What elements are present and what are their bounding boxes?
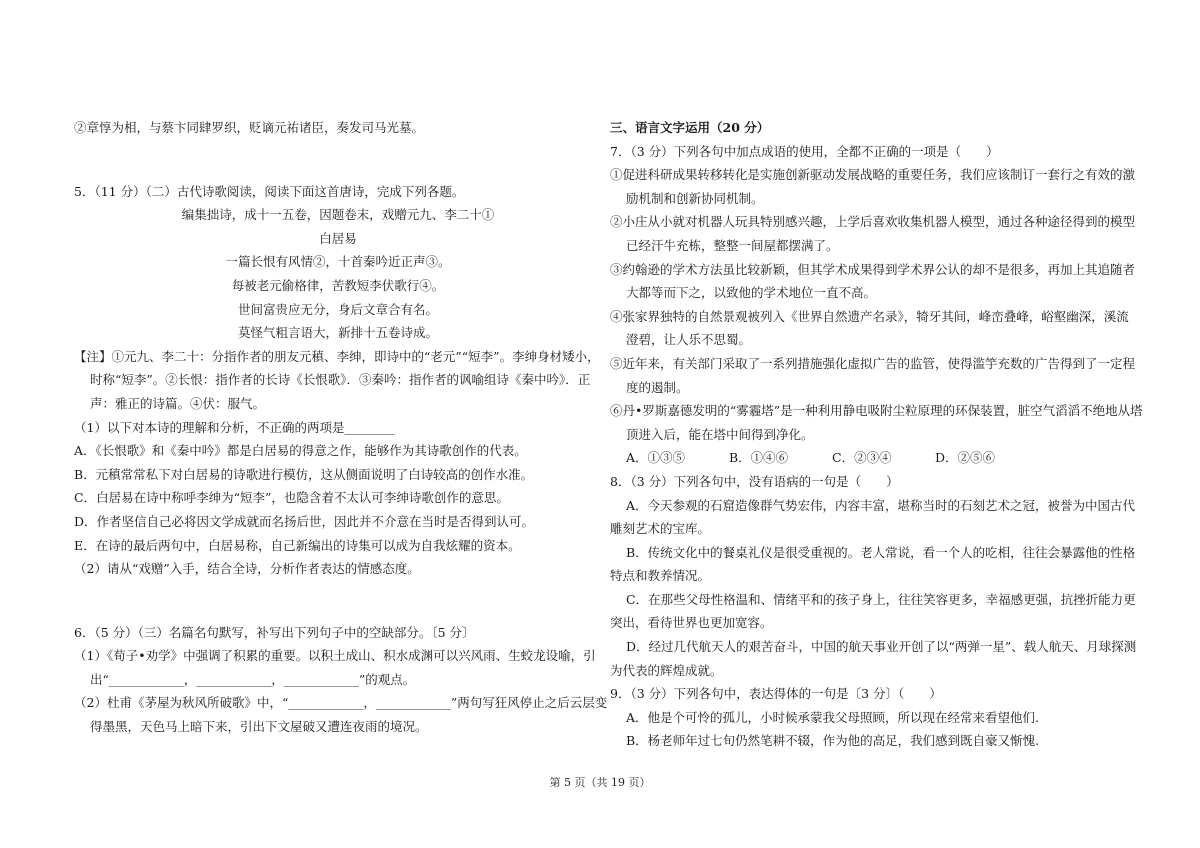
q8-line: 特点和教养情况。 bbox=[610, 568, 711, 584]
q6-header: 6．（5 分）（三）名篇名句默写，补写出下列句子中的空缺部分。〔5 分〕 bbox=[74, 624, 475, 640]
q5-header: 5．（11 分）（二）古代诗歌阅读，阅读下面这首唐诗，完成下列各题。 bbox=[74, 183, 465, 199]
q7-header: 7．（3 分）下列各句中加点成语的使用，全都不正确的一项是（ ） bbox=[610, 143, 999, 159]
q8-line: B．传统文化中的餐桌礼仪是很受重视的。老人常说，看一个人的吃相，往往会暴露他的性格 bbox=[626, 544, 1136, 560]
q7-line: 已经汗牛充栋，整整一间屋都摆满了。 bbox=[626, 237, 839, 253]
q7-line: ⑥丹•罗斯嘉德发明的“雾霾塔”是一种利用静电吸附尘粒原理的环保装置，脏空气滔滔不绝地从塔 bbox=[610, 403, 1143, 419]
q8-header: 8．（3 分）下列各句中，没有语病的一句是（ ） bbox=[610, 473, 899, 489]
q8-line: 突出，看待世界也更加宽容。 bbox=[610, 615, 773, 631]
q7-line: ④张家界独特的自然景观被列入《世界自然遗产名录》，犄牙其间，峰峦叠峰，峪壑幽深，溪流 bbox=[610, 308, 1129, 324]
q7-option-b: B．①④⑥ bbox=[729, 450, 789, 466]
q5-option-e: E．在诗的最后两句中，白居易称，自己新编出的诗集可以成为自我炫耀的资本。 bbox=[74, 537, 521, 553]
context-line: ②章惇为相，与蔡卞同肆罗织，贬谪元祐诸臣，奏发司马光墓。 bbox=[74, 120, 425, 135]
q7-options bbox=[610, 446, 1172, 470]
q8-line: 雕刻艺术的宝库。 bbox=[610, 521, 711, 537]
q6-line: 得墨黑，天色马上暗下来，引出下文屋破又遭连夜雨的境况。 bbox=[90, 719, 428, 735]
poem-author: 白居易 bbox=[319, 230, 357, 246]
q7-line: 励机制和创新协同机制。 bbox=[626, 190, 764, 206]
q5-option-b: B．元稹常常私下对白居易的诗歌进行模仿，这从侧面说明了白诗较高的创作水准。 bbox=[74, 466, 534, 482]
q7-line: ②小庄从小就对机器人玩具特别感兴趣，上学后喜欢收集机器人模型，通过各种途径得到的模型 bbox=[610, 214, 1136, 230]
left-column bbox=[74, 116, 608, 739]
q8-line: C．在那些父母性格温和、情绪平和的孩子身上，往往笑容更多，幸福感更强，抗挫折能力更 bbox=[626, 591, 1136, 607]
q8-line: 为代表的辉煌成就。 bbox=[610, 662, 723, 678]
section-title: 三、语言文字运用（20 分） bbox=[610, 120, 770, 135]
poem-line: 世间富贵应无分，身后文章合有名。 bbox=[237, 301, 438, 317]
q6-line: （2）杜甫《茅屋为秋风所破歌》中，“____________，____________”两句写狂风停止之后云层变 bbox=[74, 695, 608, 711]
q7-line: 度的遏制。 bbox=[626, 379, 689, 395]
q5-option-a: A．《长恨歌》和《秦中吟》都是白居易的得意之作，能够作为其诗歌创作的代表。 bbox=[74, 443, 527, 459]
q7-line: 大都等而下之，以致他的学术地位一直不高。 bbox=[626, 285, 877, 301]
q9-option-a: A．他是个可怜的孤儿，小时候承蒙我父母照顾，所以现在经常来看望他们. bbox=[626, 709, 1040, 725]
poem-note: 声：雅正的诗篇。④伏：服气。 bbox=[90, 395, 266, 411]
q7-line: ③约翰逊的学术方法虽比较新颖，但其学术成果得到学术界公认的却不是很多，再加上其追随者 bbox=[610, 261, 1136, 277]
poem-note: 【注】①元九、李二十：分指作者的朋友元稹、李绅，即诗中的“老元”“短李”。李绅身材矮小， bbox=[74, 348, 600, 364]
poem-title: 编集拙诗，成十一五卷，因题卷末，戏赠元九、李二十① bbox=[181, 207, 495, 223]
q7-line: ⑤近年来，有关部门采取了一系列措施强化虚拟广告的监管，使得滥竽充数的广告得到了一定程 bbox=[610, 355, 1136, 371]
q5-option-c: C．白居易在诗中称呼李绅为“短李”，也隐含着不太认可李绅诗歌创作的意思。 bbox=[74, 490, 509, 506]
poem-note: 时称“短李”。②长恨：指作者的长诗《长恨歌》．③秦吟：指作者的讽喻组诗《秦中吟》．正 bbox=[90, 372, 591, 388]
q8-line: A．今天参观的石窟造像群气势宏伟，内容丰富，堪称当时的石刻艺术之冠，被誉为中国古代 bbox=[626, 497, 1136, 513]
q5-sub1: （1）以下对本诗的理解和分析，不正确的两项是________ bbox=[74, 419, 395, 435]
q6-line: （1）《荀子•劝学》中强调了积累的重要。以积土成山、积水成渊可以兴风雨、生蛟龙设喻，引 bbox=[74, 648, 596, 664]
q9-header: 9．（3 分）下列各句中，表达得体的一句是〔3 分〕（ ） bbox=[610, 686, 942, 702]
q7-option-a: A．①③⑤ bbox=[626, 450, 686, 466]
q6-line: 出“____________，____________，____________”的观点。 bbox=[90, 671, 416, 687]
page-footer: 第 5 页（共 19 页） bbox=[549, 776, 651, 789]
q7-line: 澄碧，让人乐不思蜀。 bbox=[626, 332, 752, 348]
q7-line: ①促进科研成果转移转化是实施创新驱动发展战略的重要任务，我们应该制订一套行之有效的激 bbox=[610, 167, 1136, 183]
q8-line: D．经过几代航天人的艰苦奋斗，中国的航天事业开创了以“两弹一星”、载人航天、月球探测 bbox=[626, 639, 1137, 655]
q7-option-d: D．②⑤⑥ bbox=[935, 450, 996, 466]
q5-option-d: D．作者坚信自己必将因文学成就而名扬后世，因此并不介意在当时是否得到认可。 bbox=[74, 513, 535, 529]
right-column bbox=[610, 116, 1172, 753]
poem-line: 每被老元偷格律，苦教短李伏歌行④。 bbox=[231, 277, 445, 293]
q5-sub2: （2）请从“戏赠”入手，结合全诗，分析作者表达的情感态度。 bbox=[74, 561, 420, 577]
q7-option-c: C．②③④ bbox=[832, 450, 892, 466]
poem-line: 一篇长恨有风情②，十首秦吟近正声③。 bbox=[225, 254, 451, 270]
q7-line: 顶进入后，能在塔中间得到净化。 bbox=[626, 426, 814, 442]
q9-option-b: B．杨老师年过七旬仍然笔耕不辍，作为他的高足，我们感到既自豪又惭愧. bbox=[626, 733, 1040, 749]
poem-line: 莫怪气粗言语大，新排十五卷诗成。 bbox=[237, 325, 438, 341]
